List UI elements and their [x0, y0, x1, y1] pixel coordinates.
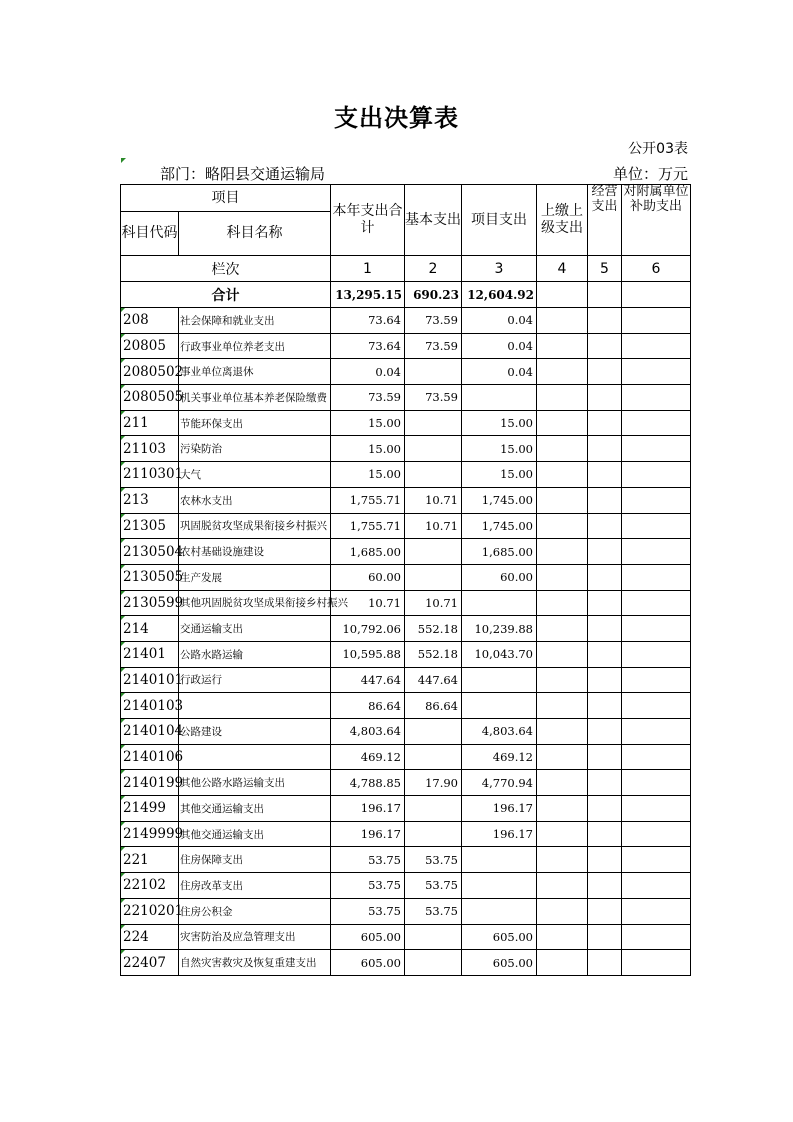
total-col1: 13,295.15: [331, 282, 405, 308]
row-col5: [588, 616, 622, 642]
row-code: 22407: [121, 950, 179, 976]
row-total: 605.00: [331, 950, 405, 976]
row-code: 2210201: [121, 898, 179, 924]
row-name: [179, 693, 331, 719]
row-project: 15.00: [462, 436, 537, 462]
row-col4: [537, 847, 588, 873]
row-col5: [588, 719, 622, 745]
row-basic: [405, 744, 462, 770]
row-name: 其他交通运输支出: [179, 796, 331, 822]
row-project: 196.17: [462, 821, 537, 847]
row-total: 605.00: [331, 924, 405, 950]
row-code: 21305: [121, 513, 179, 539]
row-total: 86.64: [331, 693, 405, 719]
row-col4: [537, 770, 588, 796]
row-col6: [622, 821, 691, 847]
row-col6: [622, 487, 691, 513]
row-col6: [622, 333, 691, 359]
row-code: 2140103: [121, 693, 179, 719]
row-col6: [622, 385, 691, 411]
row-total: 53.75: [331, 898, 405, 924]
department-label: 部门：略阳县交通运输局: [160, 165, 326, 183]
row-name: 农村基础设施建设: [179, 539, 331, 565]
row-name: 节能环保支出: [179, 410, 331, 436]
row-code: 21401: [121, 641, 179, 667]
row-col4: [537, 641, 588, 667]
row-basic: [405, 796, 462, 822]
row-project: 605.00: [462, 950, 537, 976]
row-basic: 86.64: [405, 693, 462, 719]
row-col4: [537, 308, 588, 334]
row-code: 21103: [121, 436, 179, 462]
lanci-4: 4: [537, 256, 588, 282]
row-basic: [405, 821, 462, 847]
table-row: [121, 796, 691, 822]
row-project: 60.00: [462, 564, 537, 590]
page-title: 支出决算表: [334, 104, 459, 132]
row-basic: 10.71: [405, 513, 462, 539]
row-name: 大气: [179, 462, 331, 488]
row-col6: [622, 436, 691, 462]
total-col3: 12,604.92: [462, 282, 537, 308]
row-col4: [537, 719, 588, 745]
table-row: [121, 744, 691, 770]
cell-comment-marker: [121, 158, 126, 163]
row-project: 15.00: [462, 462, 537, 488]
row-col6: [622, 359, 691, 385]
row-col6: [622, 410, 691, 436]
row-project: [462, 873, 537, 899]
row-code: 208: [121, 308, 179, 334]
row-project: 4,770.94: [462, 770, 537, 796]
row-project: 196.17: [462, 796, 537, 822]
table-row: [121, 719, 691, 745]
row-total: 53.75: [331, 847, 405, 873]
row-basic: [405, 564, 462, 590]
row-col6: [622, 719, 691, 745]
row-name: 住房改革支出: [179, 873, 331, 899]
row-col5: [588, 436, 622, 462]
row-code: 213: [121, 487, 179, 513]
row-col6: [622, 462, 691, 488]
row-project: [462, 385, 537, 411]
row-code: 214: [121, 616, 179, 642]
row-col4: [537, 513, 588, 539]
row-total: 53.75: [331, 873, 405, 899]
row-col5: [588, 924, 622, 950]
row-code: 2140199: [121, 770, 179, 796]
row-name: 巩固脱贫攻坚成果衔接乡村振兴: [179, 513, 331, 539]
table-row: [121, 641, 691, 667]
row-col6: [622, 590, 691, 616]
row-basic: [405, 924, 462, 950]
row-col4: [537, 821, 588, 847]
row-code: 22102: [121, 873, 179, 899]
row-col6: [622, 796, 691, 822]
table-row: [121, 410, 691, 436]
header-col3: 项目支出: [462, 185, 537, 256]
row-project: 1,745.00: [462, 513, 537, 539]
row-basic: [405, 539, 462, 565]
row-total: 1,685.00: [331, 539, 405, 565]
row-total: 1,755.71: [331, 513, 405, 539]
table-row: [121, 359, 691, 385]
row-name: 行政运行: [179, 667, 331, 693]
lanci-1: 1: [331, 256, 405, 282]
unit-label: 单位：万元: [612, 165, 688, 183]
row-col5: [588, 744, 622, 770]
row-project: 469.12: [462, 744, 537, 770]
row-project: 1,685.00: [462, 539, 537, 565]
row-col6: [622, 847, 691, 873]
row-name: 农林水支出: [179, 487, 331, 513]
header-item: 项目: [121, 185, 331, 212]
row-basic: 552.18: [405, 616, 462, 642]
lanci-6: 6: [622, 256, 691, 282]
header-col5: 经营支出: [588, 185, 622, 256]
header-col1: 本年支出合计: [331, 185, 405, 256]
table-row: [121, 898, 691, 924]
row-name: 污染防治: [179, 436, 331, 462]
row-col6: [622, 898, 691, 924]
row-col5: [588, 796, 622, 822]
row-name: 其他交通运输支出: [179, 821, 331, 847]
row-col4: [537, 564, 588, 590]
row-col5: [588, 462, 622, 488]
row-total: 1,755.71: [331, 487, 405, 513]
row-project: 4,803.64: [462, 719, 537, 745]
row-col6: [622, 641, 691, 667]
table-row: [121, 513, 691, 539]
row-name: 事业单位离退休: [179, 359, 331, 385]
row-col5: [588, 770, 622, 796]
total-col4: [537, 282, 588, 308]
lanci-row: [121, 256, 691, 282]
row-col4: [537, 950, 588, 976]
header-name: 科目名称: [179, 212, 331, 256]
row-basic: 73.59: [405, 333, 462, 359]
row-code: 211: [121, 410, 179, 436]
row-basic: [405, 410, 462, 436]
row-basic: 17.90: [405, 770, 462, 796]
row-project: 605.00: [462, 924, 537, 950]
table-row: [121, 487, 691, 513]
row-col5: [588, 333, 622, 359]
row-code: 224: [121, 924, 179, 950]
row-basic: [405, 950, 462, 976]
row-col5: [588, 564, 622, 590]
row-col6: [622, 539, 691, 565]
lanci-label: 栏次: [121, 256, 331, 282]
row-code: 2130505: [121, 564, 179, 590]
table-row: [121, 667, 691, 693]
row-col4: [537, 667, 588, 693]
row-col6: [622, 950, 691, 976]
row-basic: 53.75: [405, 898, 462, 924]
row-project: [462, 847, 537, 873]
row-total: 196.17: [331, 796, 405, 822]
table-row: [121, 770, 691, 796]
table-row: [121, 436, 691, 462]
table-row: [121, 462, 691, 488]
row-project: [462, 898, 537, 924]
row-total: 4,788.85: [331, 770, 405, 796]
row-col4: [537, 333, 588, 359]
table-row: [121, 873, 691, 899]
row-project: 0.04: [462, 308, 537, 334]
row-col4: [537, 539, 588, 565]
row-name: 公路水路运输: [179, 641, 331, 667]
table-row: [121, 539, 691, 565]
row-basic: 53.75: [405, 873, 462, 899]
total-col6: [622, 282, 691, 308]
row-name: 交通运输支出: [179, 616, 331, 642]
row-name: 其他巩固脱贫攻坚成果衔接乡村振兴: [179, 590, 331, 616]
total-col5: [588, 282, 622, 308]
row-total: 73.64: [331, 308, 405, 334]
row-col6: [622, 308, 691, 334]
row-col5: [588, 847, 622, 873]
row-col5: [588, 873, 622, 899]
row-project: 15.00: [462, 410, 537, 436]
row-name: 行政事业单位养老支出: [179, 333, 331, 359]
row-code: 2140106: [121, 744, 179, 770]
row-code: 2140104: [121, 719, 179, 745]
row-col5: [588, 359, 622, 385]
row-basic: 10.71: [405, 487, 462, 513]
row-col5: [588, 308, 622, 334]
row-col6: [622, 564, 691, 590]
table-row: [121, 847, 691, 873]
row-basic: 447.64: [405, 667, 462, 693]
row-col6: [622, 667, 691, 693]
row-col5: [588, 667, 622, 693]
row-project: 0.04: [462, 333, 537, 359]
row-project: [462, 693, 537, 719]
row-name: 机关事业单位基本养老保险缴费: [179, 385, 331, 411]
row-col4: [537, 744, 588, 770]
lanci-3: 3: [462, 256, 537, 282]
row-col4: [537, 898, 588, 924]
table-row: [121, 308, 691, 334]
row-total: 15.00: [331, 462, 405, 488]
row-col4: [537, 462, 588, 488]
row-col6: [622, 513, 691, 539]
row-col6: [622, 770, 691, 796]
row-col4: [537, 487, 588, 513]
total-label: 合计: [121, 282, 331, 308]
row-col5: [588, 385, 622, 411]
total-col2: 690.23: [405, 282, 462, 308]
row-project: 0.04: [462, 359, 537, 385]
row-basic: 73.59: [405, 385, 462, 411]
row-col4: [537, 385, 588, 411]
row-code: 2080502: [121, 359, 179, 385]
row-col6: [622, 924, 691, 950]
row-basic: 552.18: [405, 641, 462, 667]
row-code: 221: [121, 847, 179, 873]
row-col5: [588, 487, 622, 513]
row-name: 社会保障和就业支出: [179, 308, 331, 334]
row-basic: [405, 359, 462, 385]
row-total: 73.59: [331, 385, 405, 411]
row-code: 2080505: [121, 385, 179, 411]
table-number: 公开03表: [628, 141, 688, 157]
row-col5: [588, 513, 622, 539]
row-total: 60.00: [331, 564, 405, 590]
table-row: [121, 333, 691, 359]
row-total: 469.12: [331, 744, 405, 770]
row-total: 10,595.88: [331, 641, 405, 667]
table-row: [121, 924, 691, 950]
row-col5: [588, 950, 622, 976]
row-basic: 10.71: [405, 590, 462, 616]
row-project: 10,043.70: [462, 641, 537, 667]
row-col4: [537, 436, 588, 462]
row-basic: [405, 719, 462, 745]
header-col6: 对附属单位补助支出: [622, 185, 691, 256]
row-col6: [622, 873, 691, 899]
row-col4: [537, 410, 588, 436]
row-col6: [622, 693, 691, 719]
table-row: [121, 385, 691, 411]
header-col2: 基本支出: [405, 185, 462, 256]
table-row: [121, 693, 691, 719]
total-row: [121, 282, 691, 308]
table-row: [121, 616, 691, 642]
row-name: 灾害防治及应急管理支出: [179, 924, 331, 950]
expenditure-table: [120, 184, 691, 976]
row-basic: 53.75: [405, 847, 462, 873]
row-col5: [588, 821, 622, 847]
row-project: [462, 667, 537, 693]
row-col4: [537, 616, 588, 642]
row-code: 20805: [121, 333, 179, 359]
row-basic: [405, 462, 462, 488]
row-total: 196.17: [331, 821, 405, 847]
row-basic: [405, 436, 462, 462]
table-row: [121, 950, 691, 976]
row-col4: [537, 590, 588, 616]
row-code: 2140101: [121, 667, 179, 693]
row-col6: [622, 616, 691, 642]
table-row: [121, 590, 691, 616]
row-name: 公路建设: [179, 719, 331, 745]
row-total: 0.04: [331, 359, 405, 385]
row-col5: [588, 590, 622, 616]
row-col5: [588, 410, 622, 436]
row-name: 住房公积金: [179, 898, 331, 924]
row-col4: [537, 873, 588, 899]
header-code: 科目代码: [121, 212, 179, 256]
row-total: 10,792.06: [331, 616, 405, 642]
row-code: 2130504: [121, 539, 179, 565]
row-col5: [588, 641, 622, 667]
row-name: 自然灾害救灾及恢复重建支出: [179, 950, 331, 976]
row-project: 10,239.88: [462, 616, 537, 642]
row-total: 10.71: [331, 590, 405, 616]
row-col4: [537, 359, 588, 385]
row-name: 生产发展: [179, 564, 331, 590]
row-total: 4,803.64: [331, 719, 405, 745]
row-total: 15.00: [331, 410, 405, 436]
row-code: 2149999: [121, 821, 179, 847]
row-name: 其他公路水路运输支出: [179, 770, 331, 796]
row-col4: [537, 693, 588, 719]
row-col4: [537, 924, 588, 950]
row-code: 21499: [121, 796, 179, 822]
table-row: [121, 564, 691, 590]
row-col5: [588, 898, 622, 924]
row-basic: 73.59: [405, 308, 462, 334]
lanci-5: 5: [588, 256, 622, 282]
row-total: 15.00: [331, 436, 405, 462]
table-row: [121, 821, 691, 847]
row-project: [462, 590, 537, 616]
row-code: 2130599: [121, 590, 179, 616]
row-total: 73.64: [331, 333, 405, 359]
row-col4: [537, 796, 588, 822]
header-col4: 上缴上级支出: [537, 185, 588, 256]
row-name: [179, 744, 331, 770]
row-project: 1,745.00: [462, 487, 537, 513]
row-total: 447.64: [331, 667, 405, 693]
row-col5: [588, 693, 622, 719]
row-col5: [588, 539, 622, 565]
row-code: 2110301: [121, 462, 179, 488]
row-col6: [622, 744, 691, 770]
row-name: 住房保障支出: [179, 847, 331, 873]
lanci-2: 2: [405, 256, 462, 282]
